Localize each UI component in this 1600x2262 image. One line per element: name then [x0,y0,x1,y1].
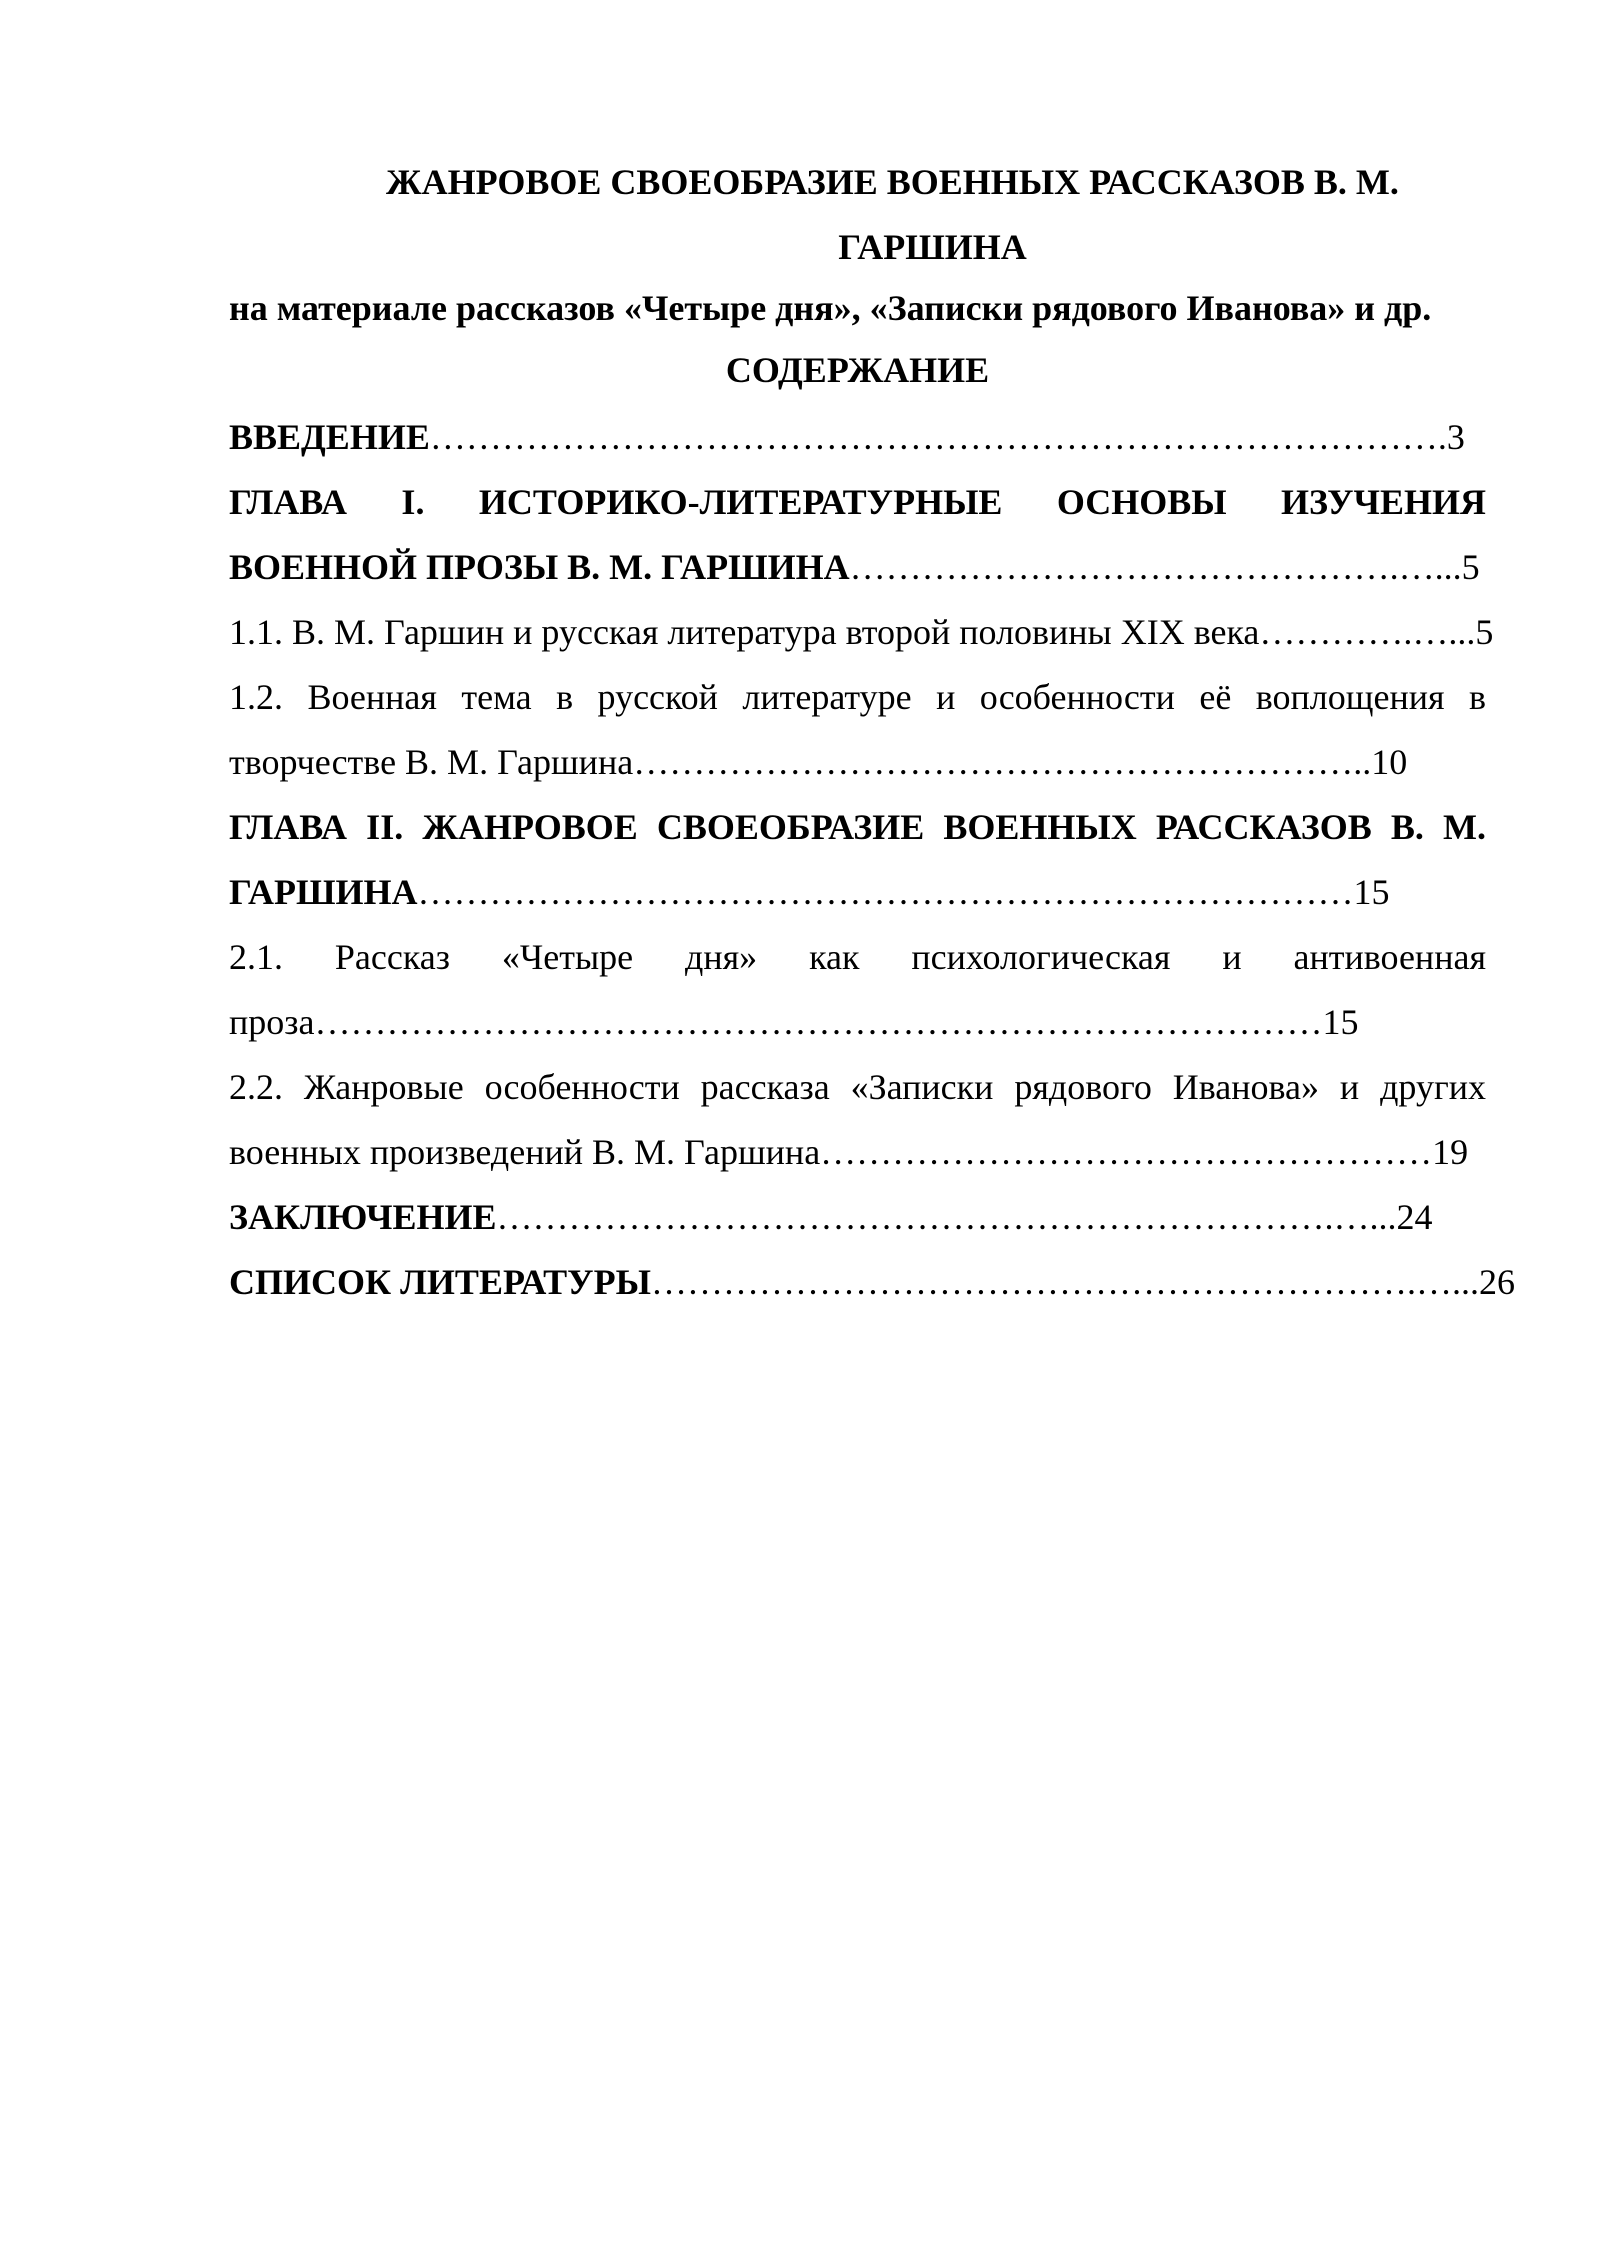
toc-leader: ……………………………………………………….…... [650,1262,1479,1302]
toc-entry-section-2-2[interactable] [229,1055,1486,1185]
title-line-2: ГАРШИНА [838,227,1027,267]
toc-entry-label: 1.2. Военная тема в русской литературе и особенности её воплощения в [229,677,1486,717]
toc-page-number: 5 [1461,547,1480,587]
toc-page-number: 10 [1371,742,1408,782]
toc-entry-label: 1.1. В. М. Гаршин и русская литература второй половины XIX века [229,612,1260,652]
toc-leader: …………………………………………………….. [633,742,1372,782]
toc-entry-label-cont: ВОЕННОЙ ПРОЗЫ В. М. ГАРШИНА [229,547,850,587]
toc-entry-bibliography[interactable] [229,1250,1515,1315]
toc-page-number: 5 [1475,612,1494,652]
toc-entry-chapter-2[interactable] [229,795,1486,925]
toc-page-number: 24 [1396,1197,1433,1237]
contents-heading: СОДЕРЖАНИЕ [725,350,990,390]
toc-leader: ………………………………………………………………………… [314,1002,1323,1042]
toc-entry-label: ГЛАВА I. ИСТОРИКО-ЛИТЕРАТУРНЫЕ ОСНОВЫ ИЗУЧЕНИЯ [229,482,1486,522]
toc-entry-label: ВВЕДЕНИЕ [229,417,430,457]
document-title [229,150,1486,280]
toc-entry-label-cont: проза [229,1002,315,1042]
toc-entry-label-cont: творчестве В. М. Гаршина [229,742,634,782]
title-line-1: ЖАНРОВОЕ СВОЕОБРАЗИЕ ВОЕННЫХ РАССКАЗОВ В. М. [386,162,1399,202]
toc-page-number: 15 [1353,872,1390,912]
toc-page-number: 26 [1478,1262,1515,1302]
toc-entry-section-1-2[interactable] [229,665,1486,795]
toc-entry-label-cont: военных произведений В. М. Гаршина [229,1132,821,1172]
toc-leader: ……………………………………….…... [849,547,1462,587]
toc-page-number: 3 [1446,417,1465,457]
toc-entry-label: 2.2. Жанровые особенности рассказа «Записки рядового Иванова» и других [229,1067,1486,1107]
toc-entry-intro[interactable] [229,405,1486,470]
toc-leader: …………………………………………………………………… [417,872,1354,912]
toc-page-number: 19 [1432,1132,1469,1172]
toc-entry-conclusion[interactable] [229,1185,1486,1250]
toc-entry-label: 2.1. Рассказ «Четыре дня» как психологическая и антивоенная [229,937,1486,977]
toc-leader: …………………………………………………………….…... [496,1197,1397,1237]
toc-entry-label: СПИСОК ЛИТЕРАТУРЫ [229,1262,651,1302]
table-of-contents [229,405,1515,1315]
toc-leader: ………….…... [1259,612,1476,652]
toc-page-number: 15 [1322,1002,1359,1042]
toc-leader: …………………………………………………………………………. [429,417,1447,457]
toc-entry-label: ЗАКЛЮЧЕНИЕ [229,1197,497,1237]
toc-entry-section-2-1[interactable] [229,925,1486,1055]
toc-entry-label-cont: ГАРШИНА [229,872,418,912]
document-subtitle: на материале рассказов «Четыре дня», «Записки рядового Иванова» и др. [229,288,1432,328]
toc-entry-section-1-1[interactable] [229,600,1494,665]
toc-entry-label: ГЛАВА II. ЖАНРОВОЕ СВОЕОБРАЗИЕ ВОЕННЫХ РАССКАЗОВ В. М. [229,807,1486,847]
toc-leader: …………………………………………… [820,1132,1433,1172]
toc-entry-chapter-1[interactable] [229,470,1486,600]
